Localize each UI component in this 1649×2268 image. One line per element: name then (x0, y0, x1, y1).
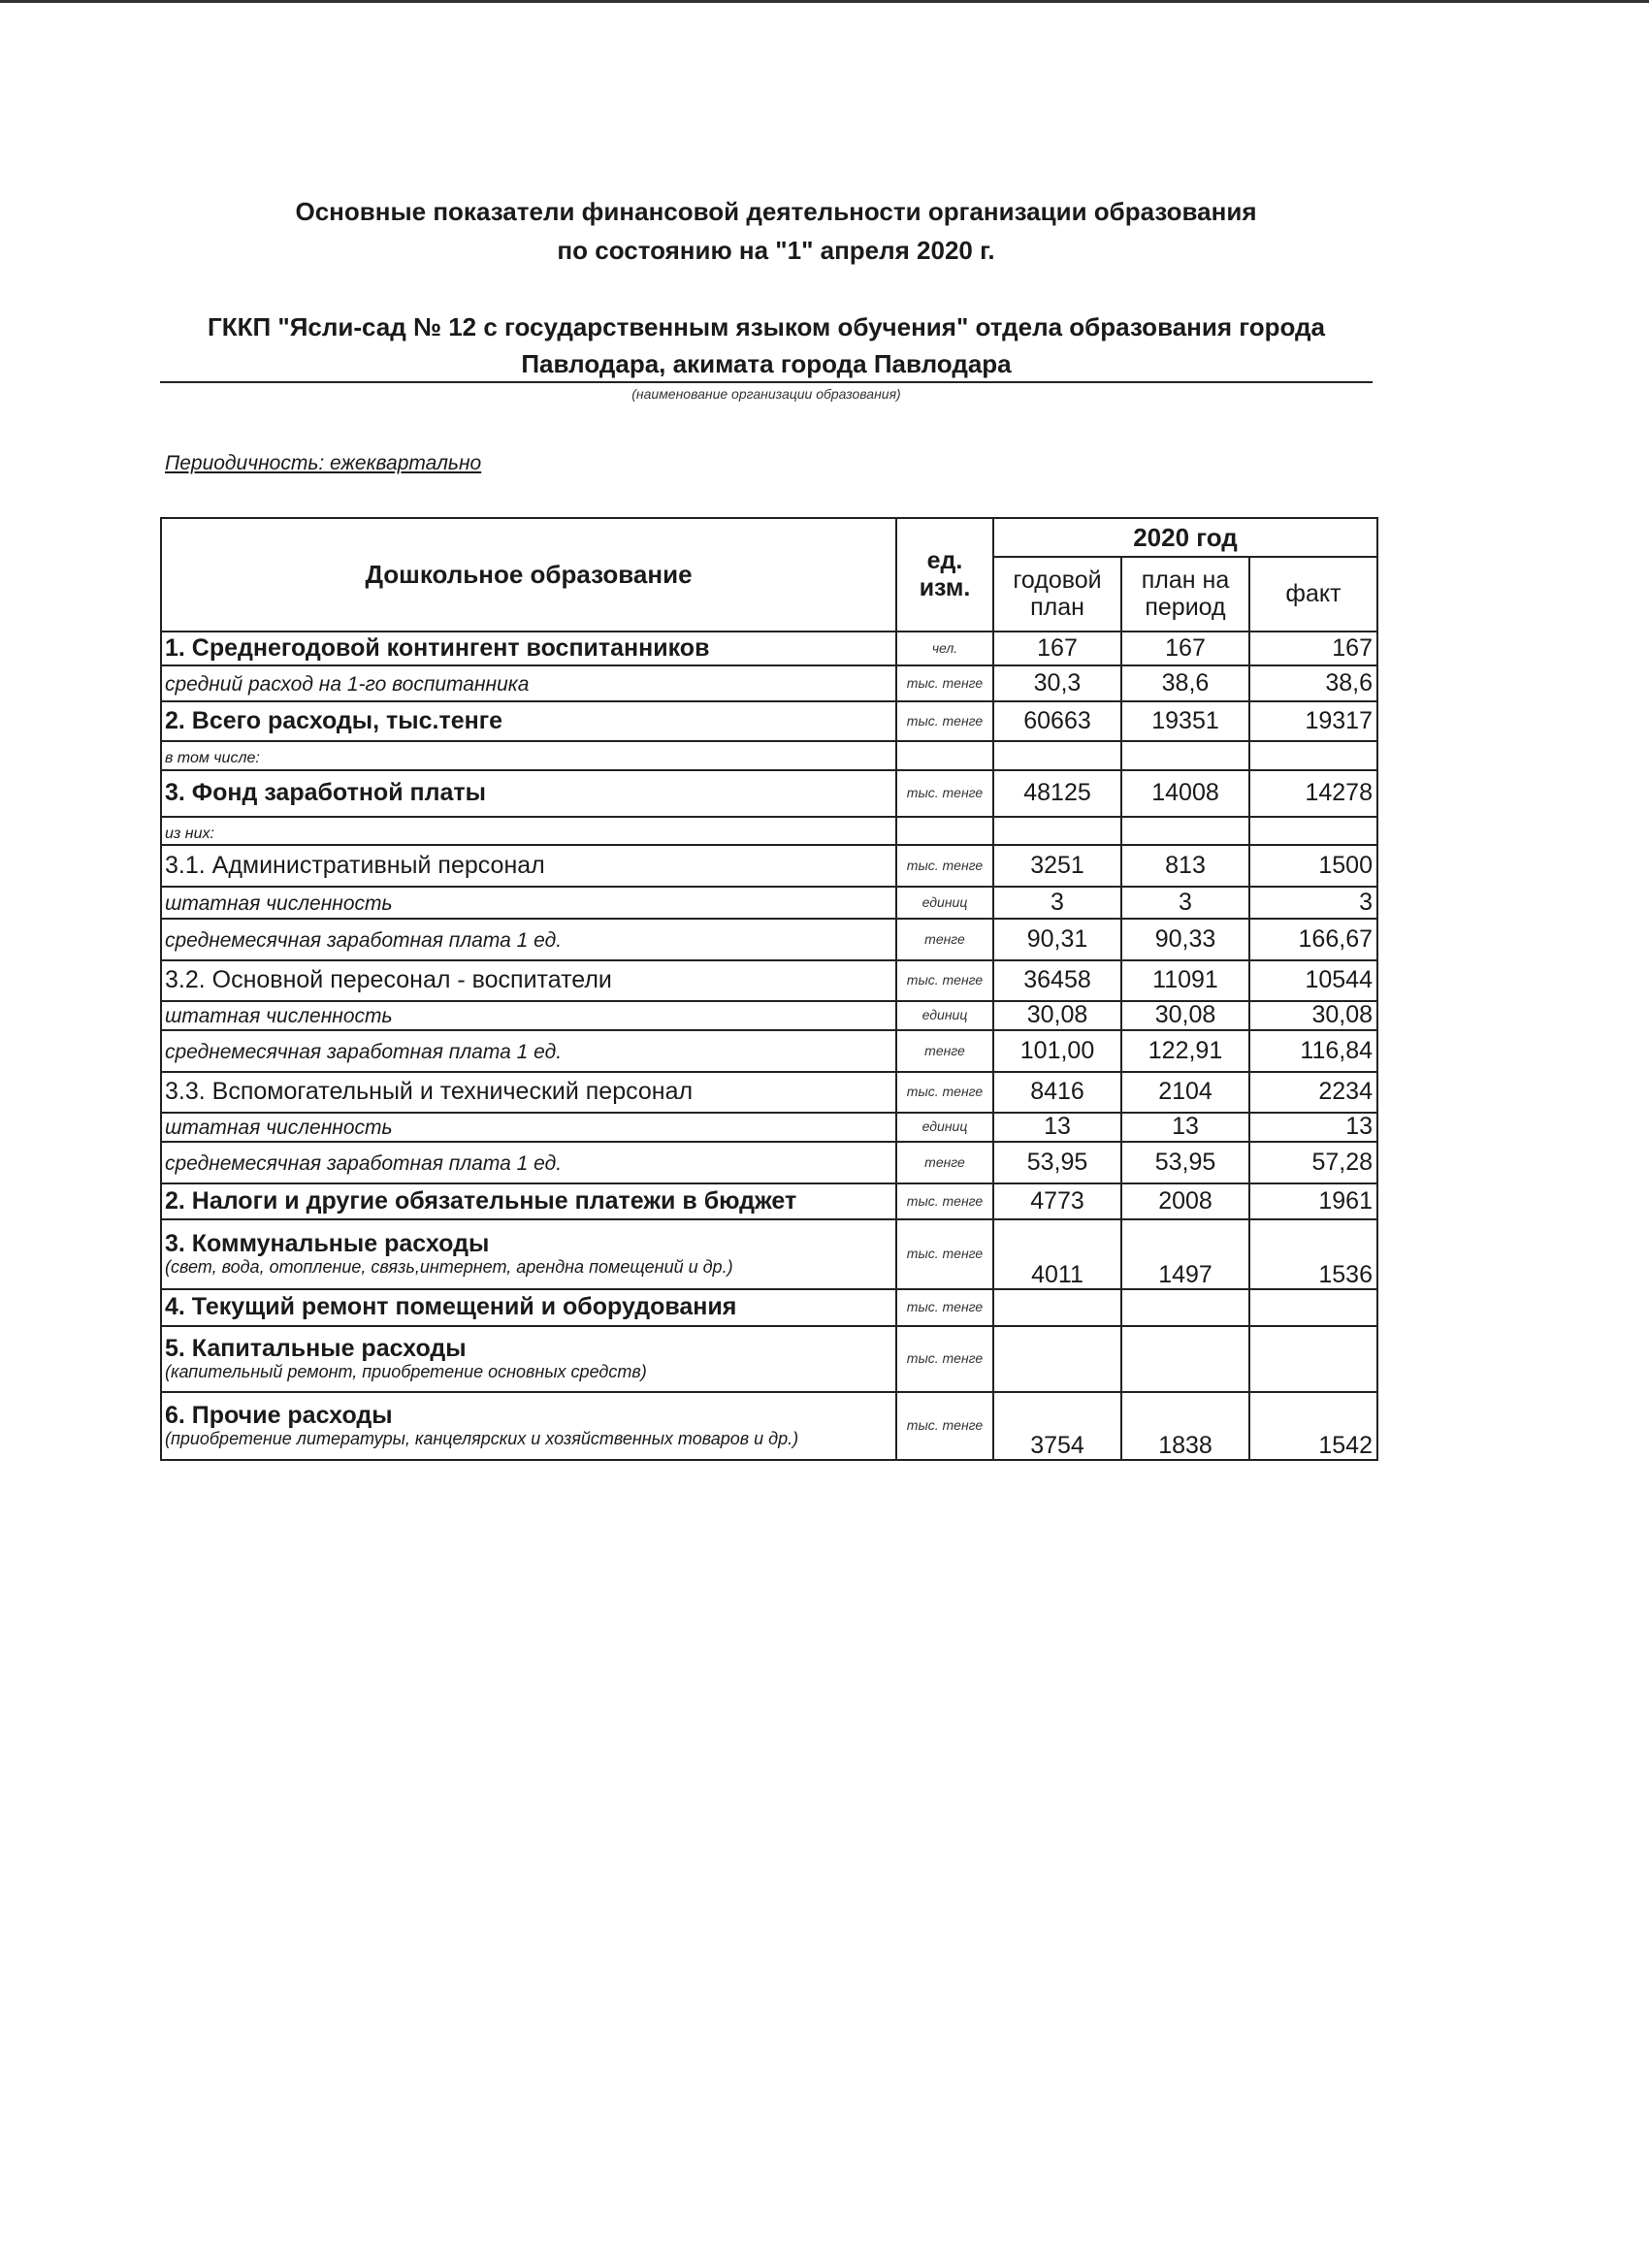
table-row (161, 1392, 1377, 1460)
row-fact: 116,84 (1249, 1030, 1377, 1072)
row-indicator-name: штатная численность (165, 1005, 393, 1028)
row-indicator-name: 5. Капитальные расходы (165, 1335, 467, 1363)
header-period-plan: план на период (1121, 557, 1249, 632)
row-unit: тенге (896, 1142, 993, 1183)
row-indicator-cell (161, 919, 896, 960)
row-unit: тыс. тенге (896, 701, 993, 741)
org-line-1: ГККП "Ясли-сад № 12 с государственным языком обучения" отдела образования города (208, 312, 1325, 341)
table-row (161, 845, 1377, 887)
row-annual-plan (993, 1289, 1121, 1326)
row-indicator-cell (161, 741, 896, 770)
row-fact: 14278 (1249, 770, 1377, 817)
row-indicator-name: среднемесячная заработная плата 1 ед. (165, 928, 563, 952)
row-period-plan: 90,33 (1121, 919, 1249, 960)
row-indicator-note: (свет, вода, отопление, связь,интернет, арендна помещений и др.) (165, 1256, 733, 1277)
row-fact: 1536 (1249, 1219, 1377, 1289)
row-fact: 19317 (1249, 701, 1377, 741)
periodicity-label: Периодичность: ежеквартально (165, 452, 482, 474)
row-period-plan (1121, 1289, 1249, 1326)
row-annual-plan: 3251 (993, 845, 1121, 887)
row-fact: 167 (1249, 632, 1377, 665)
row-annual-plan: 8416 (993, 1072, 1121, 1113)
row-annual-plan: 53,95 (993, 1142, 1121, 1183)
row-annual-plan: 13 (993, 1113, 1121, 1142)
row-indicator-name: из них: (165, 825, 214, 842)
row-period-plan (1121, 741, 1249, 770)
table-row (161, 960, 1377, 1001)
table-row (161, 1072, 1377, 1113)
row-period-plan: 14008 (1121, 770, 1249, 817)
row-fact: 13 (1249, 1113, 1377, 1142)
organization-caption: (наименование организации образования) (631, 386, 901, 402)
row-unit (896, 741, 993, 770)
row-annual-plan: 3754 (993, 1392, 1121, 1460)
row-indicator-name: 3. Коммунальные расходы (165, 1230, 490, 1258)
row-annual-plan (993, 1326, 1121, 1392)
row-annual-plan: 30,08 (993, 1001, 1121, 1030)
row-fact: 1961 (1249, 1183, 1377, 1219)
header-indicator: Дошкольное образование (161, 518, 896, 632)
scan-top-edge (0, 0, 1649, 3)
table-row (161, 665, 1377, 701)
row-indicator-cell (161, 1289, 896, 1326)
row-indicator-cell (161, 1113, 896, 1142)
row-indicator-name: 6. Прочие расходы (165, 1402, 393, 1430)
row-unit (896, 817, 993, 846)
table-row (161, 817, 1377, 846)
row-unit: тыс. тенге (896, 845, 993, 887)
row-fact: 30,08 (1249, 1001, 1377, 1030)
row-unit: чел. (896, 632, 993, 665)
row-period-plan: 13 (1121, 1113, 1249, 1142)
row-annual-plan: 3 (993, 887, 1121, 919)
row-period-plan: 38,6 (1121, 665, 1249, 701)
row-indicator-name: средний расход на 1-го воспитанника (165, 672, 530, 696)
table-row (161, 1183, 1377, 1219)
row-indicator-cell (161, 845, 896, 887)
row-period-plan: 1497 (1121, 1219, 1249, 1289)
document-title (146, 192, 1406, 270)
row-period-plan: 1838 (1121, 1392, 1249, 1460)
row-unit: тенге (896, 919, 993, 960)
row-indicator-cell (161, 1219, 896, 1289)
row-fact: 10544 (1249, 960, 1377, 1001)
table-row (161, 770, 1377, 817)
table-row (161, 1289, 1377, 1326)
row-fact: 1500 (1249, 845, 1377, 887)
row-indicator-name: 2. Налоги и другие обязательные платежи в бюджет (165, 1186, 797, 1215)
row-indicator-name: 2. Всего расходы, тыс.тенге (165, 706, 503, 734)
row-indicator-cell (161, 1392, 896, 1460)
row-annual-plan: 4011 (993, 1219, 1121, 1289)
row-indicator-cell (161, 1072, 896, 1113)
row-fact: 1542 (1249, 1392, 1377, 1460)
row-indicator-cell (161, 1326, 896, 1392)
row-fact (1249, 1289, 1377, 1326)
row-period-plan: 813 (1121, 845, 1249, 887)
title-line-1: Основные показатели финансовой деятельности организации образования (295, 197, 1257, 226)
table-row (161, 1326, 1377, 1392)
row-unit: тыс. тенге (896, 665, 993, 701)
row-period-plan: 53,95 (1121, 1142, 1249, 1183)
title-line-2: по состоянию на "1" апреля 2020 г. (557, 236, 995, 265)
row-period-plan: 2104 (1121, 1072, 1249, 1113)
row-unit: тыс. тенге (896, 1219, 993, 1289)
row-annual-plan (993, 817, 1121, 846)
row-fact: 57,28 (1249, 1142, 1377, 1183)
row-indicator-name: 3. Фонд заработной платы (165, 778, 486, 806)
header-annual-plan: годовой план (993, 557, 1121, 632)
row-annual-plan: 60663 (993, 701, 1121, 741)
table-row (161, 1001, 1377, 1030)
table-row (161, 1142, 1377, 1183)
row-annual-plan (993, 741, 1121, 770)
row-indicator-cell (161, 665, 896, 701)
row-annual-plan: 36458 (993, 960, 1121, 1001)
row-indicator-name: штатная численность (165, 891, 393, 915)
table-row (161, 887, 1377, 919)
header-year: 2020 год (993, 518, 1377, 557)
row-indicator-name: штатная численность (165, 1117, 393, 1140)
row-fact (1249, 1326, 1377, 1392)
row-annual-plan: 30,3 (993, 665, 1121, 701)
table-row (161, 1113, 1377, 1142)
row-annual-plan: 48125 (993, 770, 1121, 817)
row-indicator-cell (161, 770, 896, 817)
row-period-plan: 2008 (1121, 1183, 1249, 1219)
row-annual-plan: 4773 (993, 1183, 1121, 1219)
row-period-plan (1121, 817, 1249, 846)
row-unit: единиц (896, 1113, 993, 1142)
row-indicator-cell (161, 1183, 896, 1219)
row-indicator-cell (161, 960, 896, 1001)
row-unit: единиц (896, 1001, 993, 1030)
row-indicator-cell (161, 1142, 896, 1183)
row-period-plan: 122,91 (1121, 1030, 1249, 1072)
row-annual-plan: 90,31 (993, 919, 1121, 960)
row-indicator-cell (161, 1001, 896, 1030)
row-indicator-cell (161, 701, 896, 741)
row-fact (1249, 817, 1377, 846)
row-period-plan: 167 (1121, 632, 1249, 665)
row-unit: тыс. тенге (896, 1392, 993, 1460)
row-period-plan (1121, 1326, 1249, 1392)
row-indicator-cell (161, 887, 896, 919)
row-indicator-name: среднемесячная заработная плата 1 ед. (165, 1040, 563, 1063)
row-indicator-name: 3.1. Административный персонал (165, 851, 545, 879)
table-row (161, 632, 1377, 665)
row-indicator-note: (капительный ремонт, приобретение основных средств) (165, 1361, 647, 1381)
financial-indicators-table (160, 517, 1378, 1461)
header-fact: факт (1249, 557, 1377, 632)
row-fact: 166,67 (1249, 919, 1377, 960)
row-unit: тыс. тенге (896, 1289, 993, 1326)
row-indicator-note: (приобретение литературы, канцелярских и хозяйственных товаров и др.) (165, 1428, 799, 1448)
row-indicator-name: в том числе: (165, 750, 260, 766)
row-fact: 38,6 (1249, 665, 1377, 701)
row-indicator-cell (161, 1030, 896, 1072)
organization-underline (160, 381, 1373, 383)
row-unit: тыс. тенге (896, 960, 993, 1001)
row-period-plan: 30,08 (1121, 1001, 1249, 1030)
row-fact (1249, 741, 1377, 770)
row-period-plan: 11091 (1121, 960, 1249, 1001)
row-annual-plan: 101,00 (993, 1030, 1121, 1072)
table-row (161, 919, 1377, 960)
row-period-plan: 3 (1121, 887, 1249, 919)
row-unit: тыс. тенге (896, 1072, 993, 1113)
row-indicator-name: 1. Среднегодовой контингент воспитанников (165, 633, 710, 662)
row-unit: тенге (896, 1030, 993, 1072)
table-row (161, 1030, 1377, 1072)
org-line-2: Павлодара, акимата города Павлодара (521, 349, 1012, 378)
row-fact: 2234 (1249, 1072, 1377, 1113)
row-indicator-name: среднемесячная заработная плата 1 ед. (165, 1151, 563, 1175)
row-indicator-name: 4. Текущий ремонт помещений и оборудования (165, 1293, 737, 1321)
organization-name (160, 308, 1373, 382)
row-period-plan: 19351 (1121, 701, 1249, 741)
table-row (161, 1219, 1377, 1289)
row-indicator-name: 3.3. Вспомогательный и технический персонал (165, 1078, 694, 1106)
row-unit: тыс. тенге (896, 770, 993, 817)
row-unit: тыс. тенге (896, 1183, 993, 1219)
table-row (161, 741, 1377, 770)
row-unit: тыс. тенге (896, 1326, 993, 1392)
row-fact: 3 (1249, 887, 1377, 919)
header-unit: ед. изм. (896, 518, 993, 632)
row-annual-plan: 167 (993, 632, 1121, 665)
table-row (161, 701, 1377, 741)
row-indicator-name: 3.2. Основной пересонал - воспитатели (165, 966, 612, 994)
row-unit: единиц (896, 887, 993, 919)
row-indicator-cell (161, 632, 896, 665)
row-indicator-cell (161, 817, 896, 846)
